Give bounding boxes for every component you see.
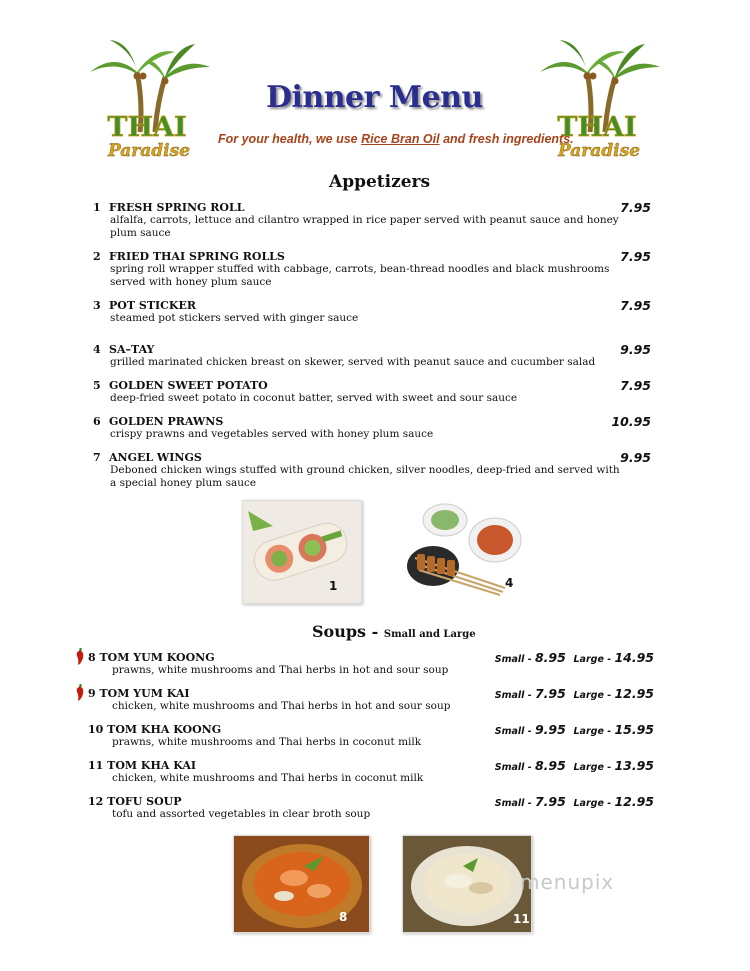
soup-desc: chicken, white mushrooms and Thai herbs in coconut milk: [112, 772, 424, 784]
item-price: 7.95: [620, 200, 651, 215]
item-price: 7.95: [620, 249, 651, 264]
soup-desc: prawns, white mushrooms and Thai herbs in coconut milk: [112, 736, 422, 748]
soups-title-text: Soups -: [312, 622, 384, 641]
watermark: menupix: [520, 870, 615, 894]
soup-prices: Small - 7.95 Large - 12.95: [494, 686, 654, 701]
item-desc: grilled marinated chicken breast on skewer, served with peanut sauce and cucumber salad: [110, 356, 596, 368]
item-number: 7: [93, 451, 101, 464]
item-name: FRESH SPRING ROLL: [109, 201, 245, 214]
item-price: 10.95: [611, 414, 651, 429]
logo-script: Paradise: [557, 141, 641, 161]
item-desc: deep-fried sweet potato in coconut batter, served with sweet and sour sauce: [110, 392, 518, 404]
soup-desc: prawns, white mushrooms and Thai herbs in hot and sour soup: [112, 664, 449, 676]
logo-word: THAI: [557, 112, 637, 143]
item-price: 7.95: [620, 378, 651, 393]
soup-item: [88, 723, 658, 749]
photo-label: 8: [339, 910, 348, 924]
item-number: 5: [93, 379, 101, 392]
soup-prices: Small - 8.95 Large - 13.95: [494, 758, 654, 773]
item-name: FRIED THAI SPRING ROLLS: [109, 250, 285, 263]
photo-label: 11: [513, 912, 530, 926]
item-desc: spring roll wrapper stuffed with cabbage, carrots, bean-thread noodles and black mushrooms served with honey plum sauce: [110, 263, 610, 288]
soup-desc: tofu and assorted vegetables in clear broth soup: [112, 808, 371, 820]
page-title: Dinner Menu: [266, 80, 483, 115]
item-desc: crispy prawns and vegetables served with honey plum sauce: [110, 428, 434, 440]
photo-satay: [405, 498, 525, 596]
item-number: 1: [93, 201, 101, 214]
soup-name: 10 TOM KHA KOONG: [88, 723, 222, 736]
logo-word: THAI: [107, 112, 187, 143]
tagline-after: and fresh ingredients.: [439, 132, 574, 146]
item-name: SA–TAY: [109, 343, 155, 356]
item-price: 9.95: [620, 342, 651, 357]
photo-label: 4: [505, 576, 514, 590]
soup-prices: Small - 8.95 Large - 14.95: [494, 650, 654, 665]
appetizer-item: [93, 379, 653, 405]
appetizer-item: [93, 415, 653, 441]
item-price: 9.95: [620, 450, 651, 465]
item-price: 7.95: [620, 298, 651, 313]
soup-name: 12 TOFU SOUP: [88, 795, 182, 808]
chili-pepper-icon: [75, 648, 85, 666]
soup-name: 11 TOM KHA KAI: [88, 759, 197, 772]
soup-item: [88, 687, 658, 713]
soup-name: 9 TOM YUM KAI: [88, 687, 190, 700]
soup-item: [88, 759, 658, 785]
tagline-before: For your health, we use: [218, 132, 362, 146]
photo-label: 1: [329, 579, 338, 593]
tagline-highlight: Rice Bran Oil: [361, 132, 440, 146]
soup-prices: Small - 7.95 Large - 12.95: [494, 794, 654, 809]
item-name: GOLDEN SWEET POTATO: [109, 379, 268, 392]
photo-tom-kha-kai: [402, 835, 532, 933]
soups-title: [312, 622, 476, 641]
tagline: [218, 132, 574, 146]
appetizer-item: [93, 250, 653, 289]
item-name: ANGEL WINGS: [109, 451, 202, 464]
item-name: GOLDEN PRAWNS: [109, 415, 224, 428]
chili-pepper-icon: [75, 684, 85, 702]
soup-name: 8 TOM YUM KOONG: [88, 651, 215, 664]
soup-prices: Small - 9.95 Large - 15.95: [494, 722, 654, 737]
soup-item: [88, 651, 658, 677]
appetizers-title: Appetizers: [329, 172, 431, 192]
logo-left: [85, 32, 215, 162]
appetizer-item: [93, 201, 653, 240]
item-number: 3: [93, 299, 101, 312]
item-number: 2: [93, 250, 101, 263]
soup-desc: chicken, white mushrooms and Thai herbs in hot and sour soup: [112, 700, 451, 712]
photo-fresh-spring-roll: [242, 500, 362, 604]
item-number: 6: [93, 415, 101, 428]
item-name: POT STICKER: [109, 299, 196, 312]
photo-tom-yum-koong: [233, 835, 370, 933]
item-desc: steamed pot stickers served with ginger sauce: [110, 312, 359, 324]
item-number: 4: [93, 343, 101, 356]
appetizer-item: [93, 343, 653, 369]
logo-script: Paradise: [107, 141, 191, 161]
appetizer-item: [93, 451, 653, 490]
soups-subtitle: Small and Large: [383, 629, 476, 640]
item-desc: Deboned chicken wings stuffed with ground chicken, silver noodles, deep-fried and served with a special honey plum sauce: [110, 464, 620, 489]
appetizer-item: [93, 299, 653, 325]
soup-item: [88, 795, 658, 821]
item-desc: alfalfa, carrots, lettuce and cilantro wrapped in rice paper served with peanut sauce and honey plum sauce: [110, 214, 619, 239]
